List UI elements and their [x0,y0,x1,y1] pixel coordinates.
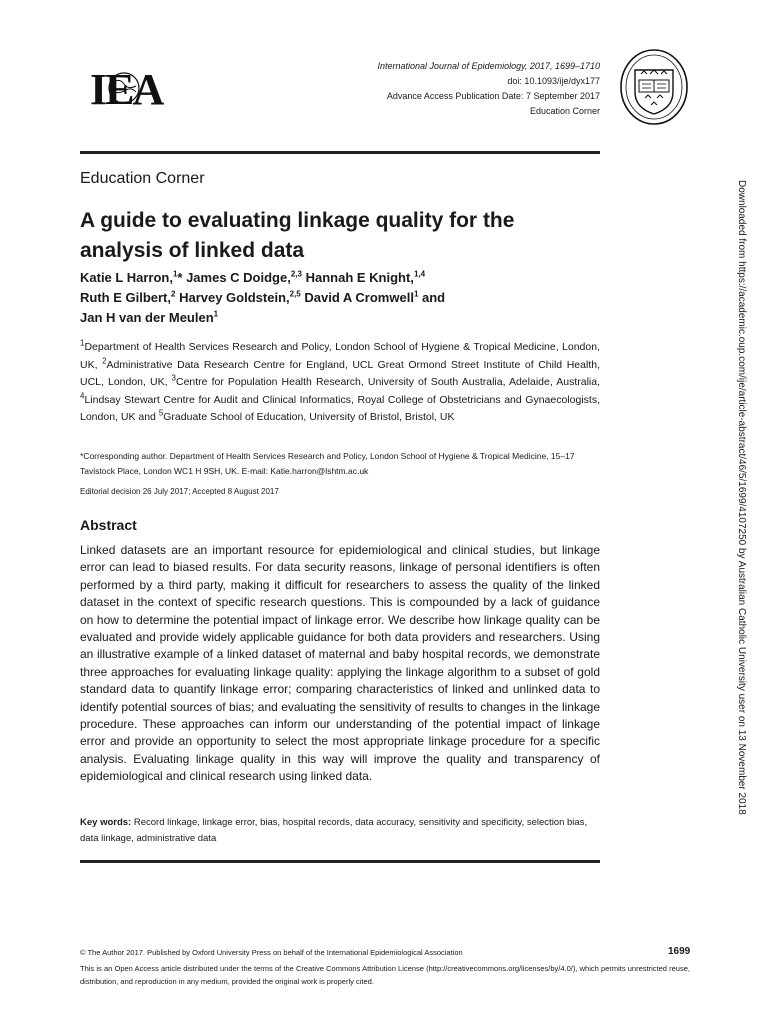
author-name[interactable]: David A Cromwell [304,290,414,305]
author-separator: and [418,290,446,305]
abstract-body: Linked datasets are an important resource for epidemiological and clinical studies, but linkage error can lead to biased results. For data security reasons, linkage of personal identifiers is often performed by a third party, making it difficult for researchers to assess the quality of the linked dataset in the context of specific research questions. This is compounded by a lack of guidance on how to determine the potential impact of linkage error. We describe how linkage quality can be evaluated and provide widely applicable guidance for both data providers and researchers. Using an illustrative example of a linked dataset of maternal and baby hospital records, we demonstrate three approaches for evaluating linkage quality: applying the linkage algorithm to a subset of gold standard data to quantify linkage error; comparing characteristics of linked and unlinked data to identify potential sources of bias; and evaluating the sensitivity of results to changes in the linkage procedure. These approaches can inform our understanding of the potential impact of linkage error and provide an opportunity to select the most appropriate linkage procedure for a specific analysis. Evaluating linkage quality in this way will improve the quality and transparency of epidemiological and clinical research using linked data. [80,543,600,784]
author-affiliation-sup: 2 [171,289,176,299]
affiliation-sup: 2 [102,356,107,365]
author-affiliation-sup: 1 [413,289,419,299]
abstract-heading: Abstract [80,517,137,533]
affiliation-sup: 1 [80,338,85,348]
oxford-seal-icon [619,48,689,126]
affiliation-sup: 4 [80,391,85,400]
top-rule [80,151,600,154]
author-affiliation-sup: 1,4 [413,269,426,279]
bottom-rule [80,860,600,863]
affiliation-text: Graduate School of Education, University of Bristol, Bristol, UK [163,411,455,423]
author-name[interactable]: Jan H van der Meulen [80,310,214,325]
affiliation-text: Administrative Data Research Centre for England, UCL Great Ormond Street Institute of Child Health, UCL, London, UK, [80,358,600,388]
license-notice: This is an Open Access article distributed under the terms of the Creative Commons Attribution License (http://creativecommons.org/licenses/by/4.0/), which permits unrestricted reuse, distribution, and reproduction in any medium, provided the original work is properly cited. [80,964,690,986]
section-label: Education Corner [80,170,205,187]
author-name[interactable]: Hannah E Knight, [305,270,414,285]
author-name[interactable]: Harvey Goldstein, [179,290,290,305]
affiliations [80,339,600,427]
author-affiliation-sup: 2,5 [289,289,301,299]
article-title: A guide to evaluating linkage quality for the analysis of linked data [80,209,515,262]
doi: doi: 10.1093/ije/dyx177 [507,76,600,86]
corresponding-author: *Corresponding author. Department of Health Services Research and Policy, London School of Hygiene & Tropical Medicine, 15–17 Tavistock Place, London WC1 H 9SH, UK. E-mail: Katie.harron@lshtm.ac.uk [80,451,575,476]
copyright-notice: © The Author 2017. Published by Oxford University Press on behalf of the International Epidemiological Association [80,948,463,957]
advance-access-date: Advance Access Publication Date: 7 September 2017 [386,91,600,101]
author-name[interactable]: Ruth E Gilbert, [80,290,171,305]
affiliation-text: Centre for Population Health Research, University of South Australia, Adelaide, Australia, [176,376,600,388]
journal-citation: International Journal of Epidemiology, 2017, 1699–1710 [377,61,600,71]
author-separator: * [177,270,187,285]
iea-logo [90,64,200,110]
corner-label: Education Corner [529,106,600,116]
author-affiliation-sup: 2,3 [290,269,302,279]
journal-header [378,59,601,119]
editorial-dates: Editorial decision 26 July 2017; Accepted 8 August 2017 [80,487,279,496]
keywords-text: Record linkage, linkage error, bias, hospital records, data accuracy, sensitivity and specificity, selection bias, data linkage, administrative data [80,817,588,844]
author-affiliation-sup: 1 [172,269,178,279]
author-affiliation-sup: 1 [213,309,219,319]
author-name[interactable]: Katie L Harron, [80,270,173,285]
svg-text:IEA: IEA [90,65,163,110]
keywords-label: Key words: [80,817,132,828]
download-watermark-text: Downloaded from https://academic.oup.com/ije/article-abstract/46/5/1699/4107250 by Australian Catholic University user on 13 November 2018 [736,180,747,815]
download-watermark [733,180,749,840]
affiliation-sup: 3 [171,373,176,383]
affiliation-text: Lindsay Stewart Centre for Audit and Clinical Informatics, Royal College of Obstetricians and Gynaecologists, London, UK and [80,393,600,423]
page-number: 1699 [668,946,691,957]
affiliation-sup: 5 [158,408,164,418]
keywords [80,815,600,847]
author-name[interactable]: James C Doidge, [186,270,291,285]
author-list [80,268,600,328]
affiliation-text: Department of Health Services Research and Policy, London School of Hygiene & Tropical Medicine, London, UK, [80,341,600,371]
